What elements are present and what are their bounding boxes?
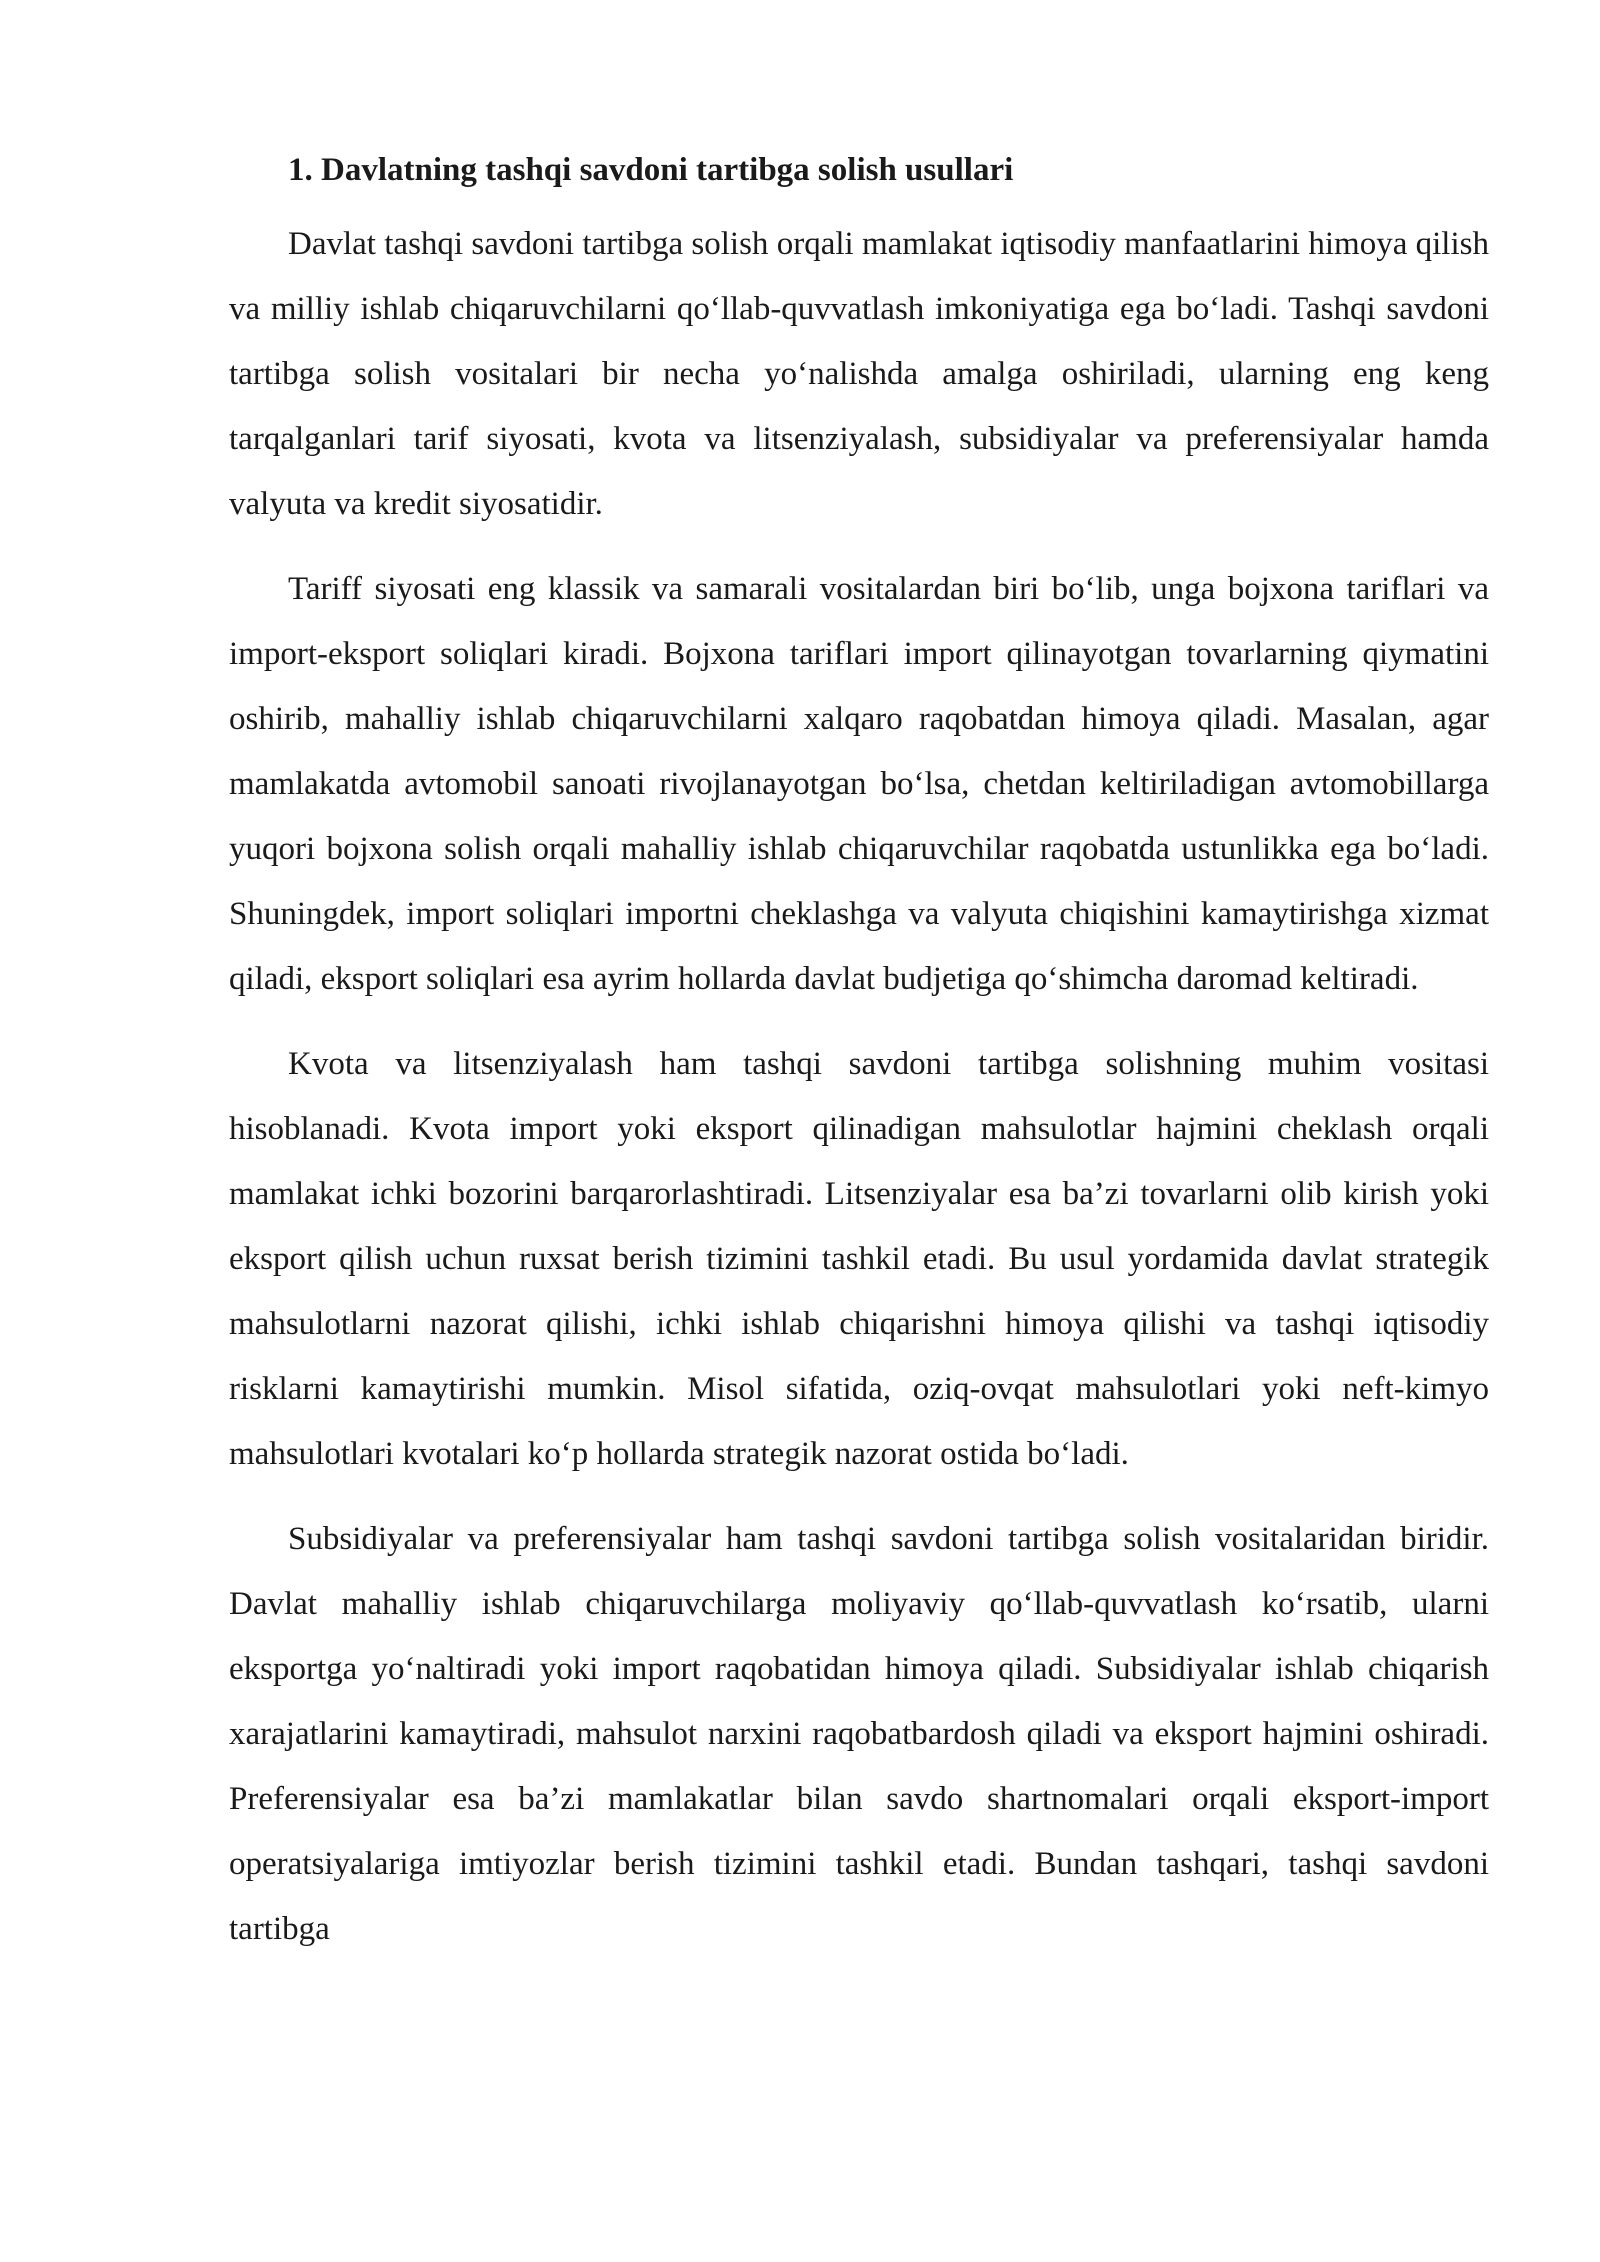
document-page <box>229 150 1489 1982</box>
paragraph-tariff-policy: Tariff siyosati eng klassik va samarali vositalardan biri bo‘lib, unga bojxona tariflari va import-eksport soliqlari kiradi. Bojxona tariflari import qilinayotgan tovarlarning qiymatini oshirib, mahalliy ishlab chiqaruvchilarni xalqaro raqobatdan himoya qiladi. Masalan, agar mamlakatda avtomobil sanoati rivojlanayotgan bo‘lsa, chetdan keltiriladigan avtomobillarga yuqori bojxona solish orqali mahalliy ishlab chiqaruvchilar raqobatda ustunlikka ega bo‘ladi. Shuningdek, import soliqlari importni cheklashga va valyuta chiqishini kamaytirishga xizmat qiladi, eksport soliqlari esa ayrim hollarda davlat budjetiga qo‘shimcha daromad keltiradi. <box>229 571 1489 997</box>
section-heading: 1. Davlatning tashqi savdoni tartibga solish usullari <box>288 152 1014 188</box>
paragraph-quota-licensing: Kvota va litsenziyalash ham tashqi savdoni tartibga solishning muhim vositasi hisoblanadi. Kvota import yoki eksport qilinadigan mahsulotlar hajmini cheklash orqali mamlakat ichki bozorini barqarorlashtiradi. Litsenziyalar esa ba’zi tovarlarni olib kirish yoki eksport qilish uchun ruxsat berish tizimini tashkil etadi. Bu usul yordamida davlat strategik mahsulotlarni nazorat qilishi, ichki ishlab chiqarishni himoya qilishi va tashqi iqtisodiy risklarni kamaytirishi mumkin. Misol sifatida, oziq-ovqat mahsulotlari yoki neft-kimyo mahsulotlari kvotalari ko‘p hollarda strategik nazorat ostida bo‘ladi. <box>229 1046 1489 1472</box>
paragraph-subsidies: Subsidiyalar va preferensiyalar ham tashqi savdoni tartibga solish vositalaridan biridir. Davlat mahalliy ishlab chiqaruvchilarga moliyaviy qo‘llab-quvvatlash ko‘rsatib, ularni eksportga yo‘naltiradi yoki import raqobatidan himoya qiladi. Subsidiyalar ishlab chiqarish xarajatlarini kamaytiradi, mahsulot narxini raqobatbardosh qiladi va eksport hajmini oshiradi. Preferensiyalar esa ba’zi mamlakatlar bilan savdo shartnomalari orqali eksport-import operatsiyalariga imtiyozlar berish tizimini tashkil etadi. Bundan tashqari, tashqi savdoni tartibga <box>229 1521 1489 1947</box>
paragraph-intro: Davlat tashqi savdoni tartibga solish orqali mamlakat iqtisodiy manfaatlarini himoya qilish va milliy ishlab chiqaruvchilarni qo‘llab-quvvatlash imkoniyatiga ega bo‘ladi. Tashqi savdoni tartibga solish vositalari bir necha yo‘nalishda amalga oshiriladi, ularning eng keng tarqalganlari tarif siyosati, kvota va litsenziyalash, subsidiyalar va preferensiyalar hamda valyuta va kredit siyosatidir. <box>229 226 1489 522</box>
